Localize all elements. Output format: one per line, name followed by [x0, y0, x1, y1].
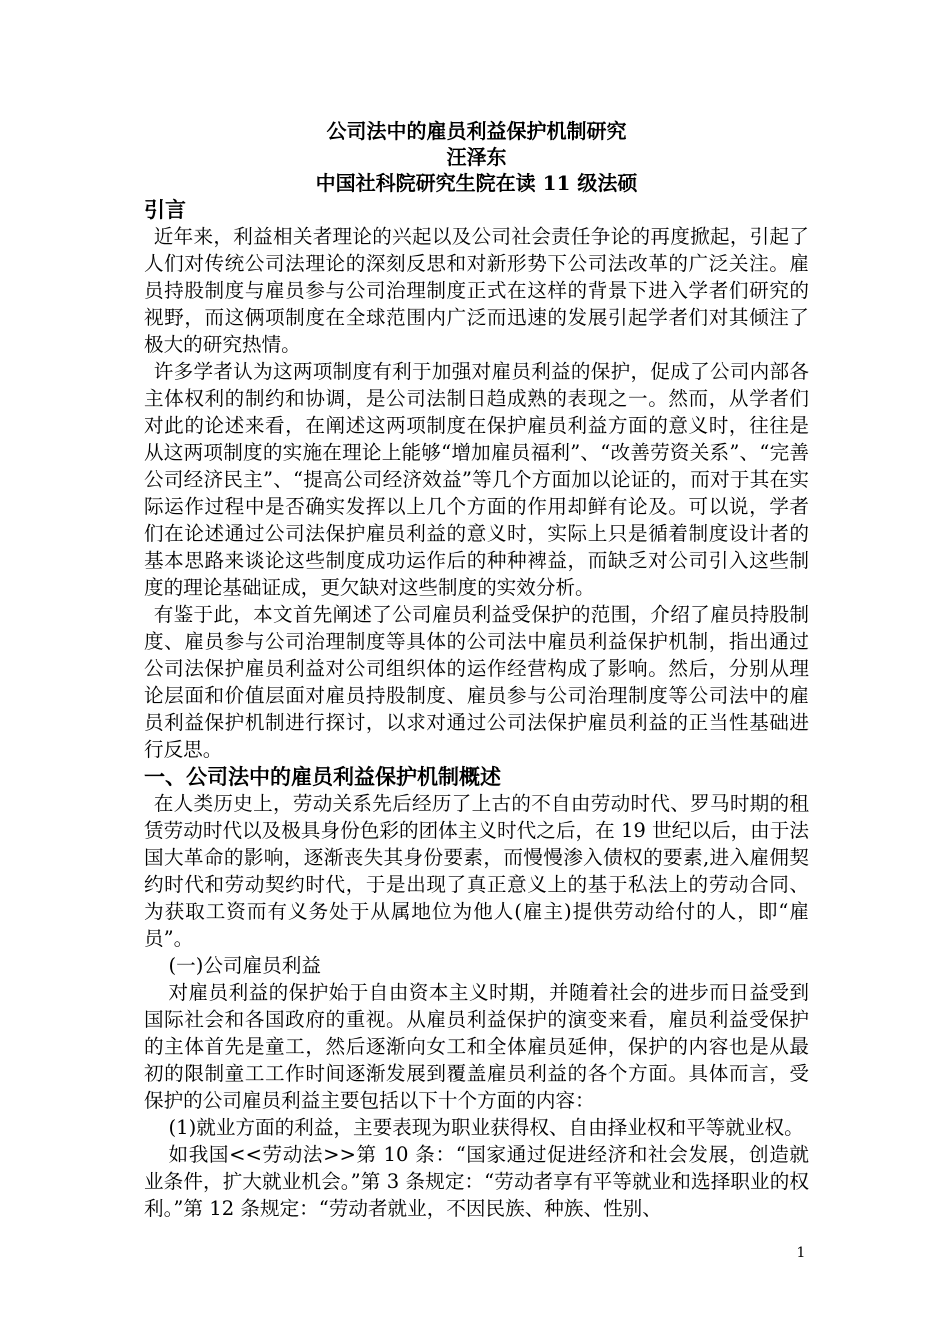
body-paragraph: 如我国<<劳动法>>第 10 条：“国家通过促进经济和社会发展，创造就业条件，扩大就业机会。”第 3 条规定：“劳动者享有平等就业和选择职业的权利。”第 12 条规定：“劳动者就业，不因民族、种族、性别、: [144, 1143, 809, 1220]
author-affiliation: 中国社科院研究生院在读 11 级法硕: [315, 171, 638, 195]
body-paragraph: 有鉴于此，本文首先阐述了公司雇员利益受保护的范围，介绍了雇员持股制度、雇员参与公司治理制度等具体的公司法中雇员利益保护机制，指出通过公司法保护雇员利益对公司组织体的运作经营构成了影响。然后，分别从理论层面和价值层面对雇员持股制度、雇员参与公司治理制度等公司法中的雇员利益保护机制进行探讨，以求对通过公司法保护雇员利益的正当性基础进行反思。: [144, 603, 809, 761]
section-heading-introduction: 引言: [144, 197, 186, 222]
author-name: 汪泽东: [446, 145, 507, 169]
document-title: 公司法中的雇员利益保护机制研究: [326, 119, 627, 143]
body-paragraph: 许多学者认为这两项制度有利于加强对雇员利益的保护，促成了公司内部各主体权利的制约和协调，是公司法制日趋成熟的表现之一。然而，从学者们对此的论述来看，在阐述这两项制度在保护雇员利益方面的意义时，往往是从这两项制度的实施在理论上能够“增加雇员福利”、“改善劳资关系”、“完善公司经济民主”、“提高公司经济效益”等几个方面加以论证的，而对于其在实际运作过程中是否确实发挥以上几个方面的作用却鲜有论及。可以说，学者们在论述通过公司法保护雇员利益的意义时，实际上只是循着制度设计者的基本思路来谈论这些制度成功运作后的种种裨益，而缺乏对公司引入这些制度的理论基础证成，更欠缺对这些制度的实效分析。: [144, 360, 809, 599]
body-paragraph: 对雇员利益的保护始于自由资本主义时期，并随着社会的进步而日益受到国际社会和各国政府的重视。从雇员利益保护的演变来看，雇员利益受保护的主体首先是童工，然后逐渐向女工和全体雇员延伸，保护的内容也是从最初的限制童工工作时间逐渐发展到覆盖雇员利益的各个方面。具体而言，受保护的公司雇员利益主要包括以下十个方面的内容：: [144, 981, 809, 1112]
body-paragraph: (1)就业方面的利益，主要表现为职业获得权、自由择业权和平等就业权。: [168, 1116, 804, 1139]
page-number: 1: [796, 1245, 806, 1261]
page-number-footer: [0, 1244, 950, 1262]
subsection-heading: (一)公司雇员利益: [168, 954, 321, 977]
page-body: [144, 118, 809, 1222]
body-paragraph: 在人类历史上，劳动关系先后经历了上古的不自由劳动时代、罗马时期的租赁劳动时代以及极具身份色彩的团体主义时代之后，在 19 世纪以后，由于法国大革命的影响，逐渐丧失其身份要素，而慢慢渗入债权的要素,进入雇佣契约时代和劳动契约时代，于是出现了真正意义上的基于私法上的劳动合同、为获取工资而有义务处于从属地位为他人(雇主)提供劳动给付的人，即“雇员”。: [144, 792, 809, 950]
body-paragraph: 近年来，利益相关者理论的兴起以及公司社会责任争论的再度掀起，引起了人们对传统公司法理论的深刻反思和对新形势下公司法改革的广泛关注。雇员持股制度与雇员参与公司治理制度正式在这样的背景下进入学者们研究的视野，而这俩项制度在全球范围内广泛而迅速的发展引起学者们对其倾注了极大的研究热情。: [144, 225, 809, 356]
section-heading-overview: 一、公司法中的雇员利益保护机制概述: [144, 764, 501, 789]
